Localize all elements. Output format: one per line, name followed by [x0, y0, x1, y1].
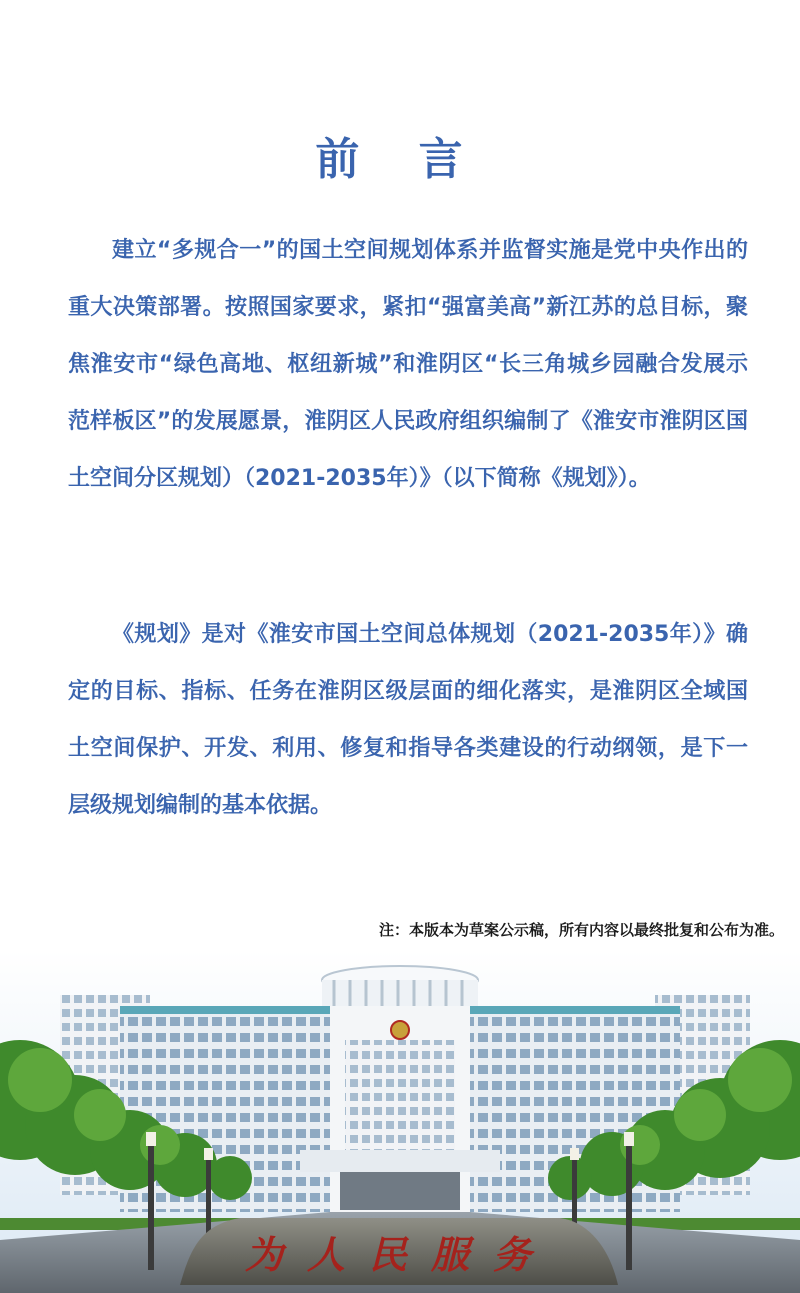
stone-inscription: 为人民服务 [244, 1232, 556, 1277]
draft-note: 注：本版本为草案公示稿，所有内容以最终批复和公布为准。 [378, 921, 784, 939]
page-title: 前 言 [315, 134, 485, 185]
government-building-photo [0, 950, 800, 1293]
paragraph-2: 《规划》是对《淮安市国土空间总体规划（2021-2035年）》确定的目标、指标、任务在淮阴区级层面的细化落实，是淮阴区全域国土空间保护、开发、利用、修复和指导各类建设的行动纲领，是下一层级规划编制的基本依据。 [68, 622, 748, 818]
paragraph-1: 建立“多规合一”的国土空间规划体系并监督实施是党中央作出的重大决策部署。按照国家要求，紧扣“强富美高”新江苏的总目标，聚焦淮安市“绿色高地、枢纽新城”和淮阴区“长三角城乡园融合发展示范样板区”的发展愿景，淮阴区人民政府组织编制了《淮安市淮阴区国土空间分区规划）（2021-2035年）》（以下简称《规划》）。 [68, 238, 748, 491]
